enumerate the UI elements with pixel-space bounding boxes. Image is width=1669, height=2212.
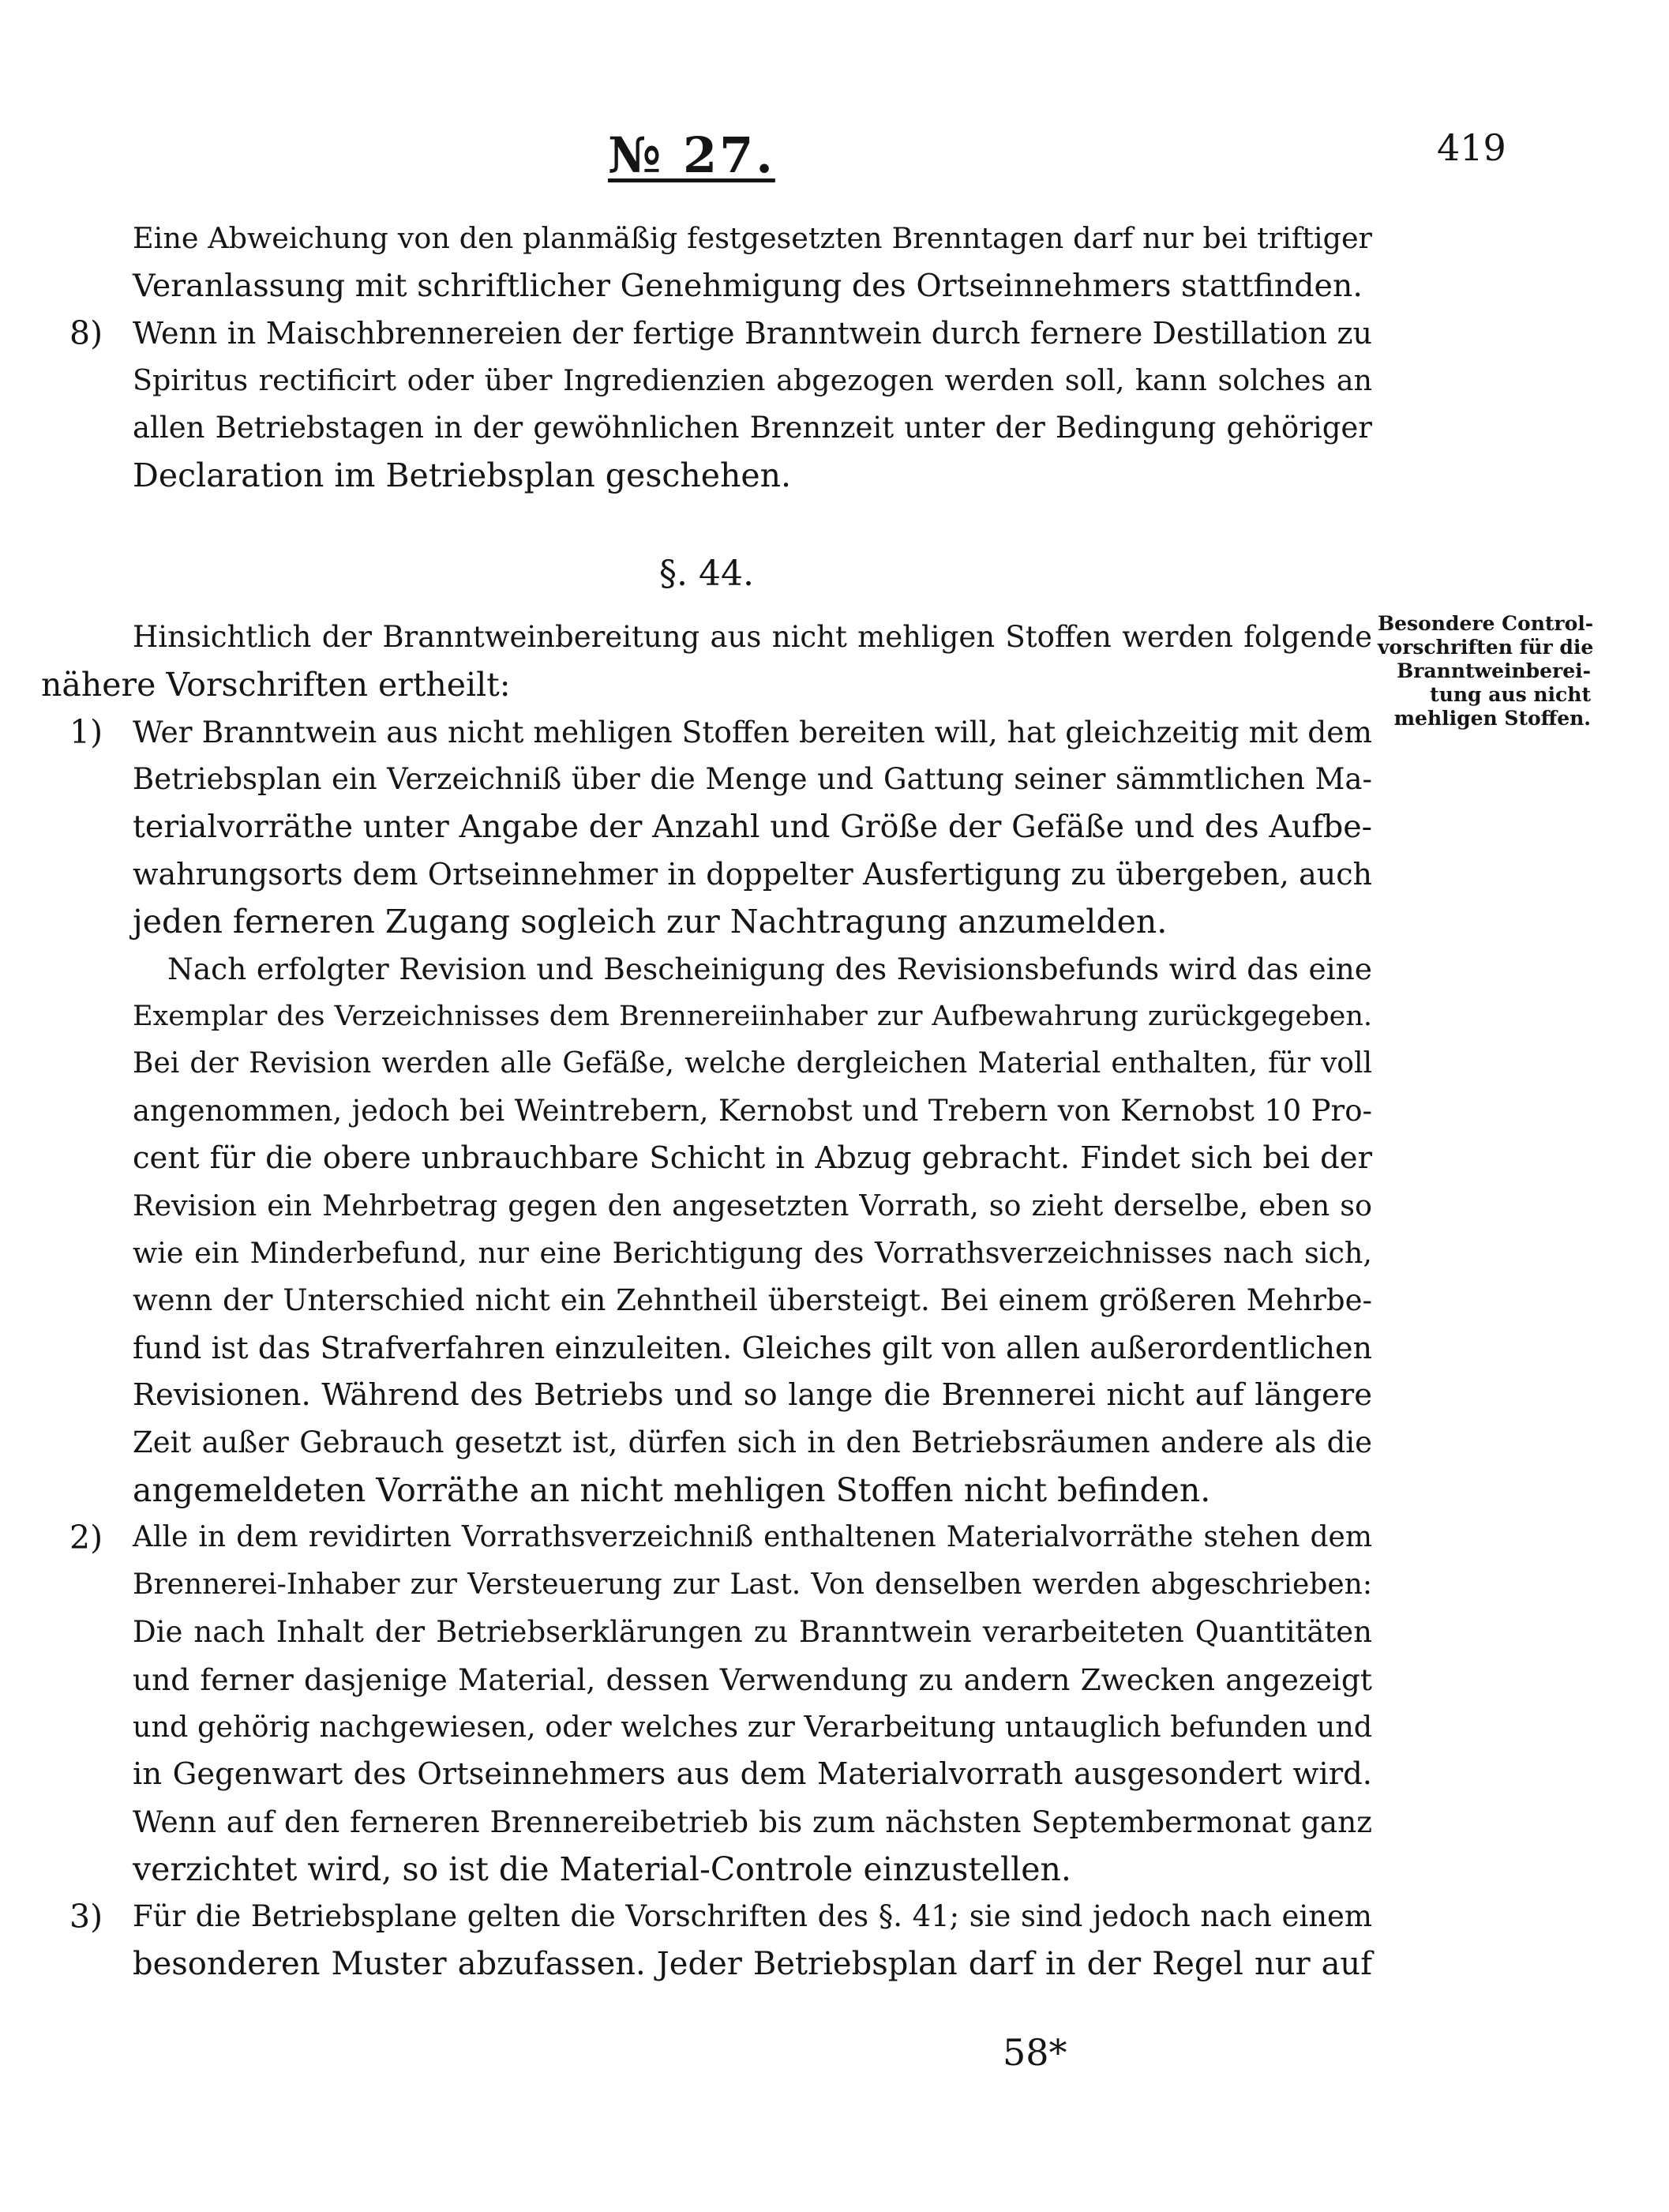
- text-line: Declaration im Betriebsplan geschehen.: [133, 456, 792, 494]
- text-line: allen Betriebstagen in der gewöhnlichen Brennzeit unter der Bedingung gehöriger: [133, 411, 1372, 445]
- text-line: Eine Abweichung von den planmäßig festgesetzten Brenntagen darf nur bei triftiger: [133, 221, 1372, 255]
- text-line: Betriebsplan ein Verzeichniß über die Menge und Gattung seiner sämmtlichen Ma-: [133, 762, 1372, 796]
- text-line: Für die Betriebsplane gelten die Vorschriften des §. 41; sie sind jedoch nach einem: [133, 1899, 1372, 1933]
- text-line: Revision ein Mehrbetrag gegen den angesetzten Vorrath, so zieht derselbe, eben so: [133, 1189, 1372, 1222]
- text-line: wie ein Minderbefund, nur eine Berichtigung des Vorrathsverzeichnisses nach sich,: [133, 1236, 1372, 1270]
- text-line: besonderen Muster abzufassen. Jeder Betriebsplan darf in der Regel nur auf: [133, 1946, 1372, 1982]
- signature-mark: 58*: [1003, 2031, 1067, 2074]
- text-line: und ferner dasjenige Material, dessen Verwendung zu andern Zwecken angezeigt: [133, 1662, 1372, 1697]
- margin-note-line: Branntweinberei-: [1397, 659, 1591, 682]
- text-line: angemeldeten Vorräthe an nicht mehligen Stoffen nicht befinden.: [133, 1471, 1211, 1509]
- text-line: Wenn in Maischbrennereien der fertige Branntwein durch fernere Destillation zu: [133, 316, 1372, 351]
- text-line: Alle in dem revidirten Vorrathsverzeichniß enthaltenen Materialvorräthe stehen dem: [133, 1521, 1372, 1553]
- item-number: 1): [69, 713, 103, 751]
- item-number: 2): [69, 1519, 103, 1557]
- text-line: Wenn auf den ferneren Brennereibetrieb bis zum nächsten Septembermonat ganz: [133, 1805, 1372, 1839]
- margin-note-line: mehligen Stoffen.: [1393, 707, 1591, 730]
- text-line: Revisionen. Während des Betriebs und so lange die Brennerei nicht auf längere: [133, 1377, 1372, 1413]
- margin-note-line: tung aus nicht: [1430, 683, 1591, 706]
- text-line: angenommen, jedoch bei Weintrebern, Kernobst und Trebern von Kernobst 10 Pro-: [133, 1094, 1372, 1128]
- text-line: Veranlassung mit schriftlicher Genehmigung des Ortseinnehmers stattfinden.: [133, 268, 1363, 304]
- item-number: 8): [69, 314, 103, 352]
- text-line: Die nach Inhalt der Betriebserklärungen zu Branntwein verarbeiteten Quantitäten: [133, 1615, 1372, 1649]
- text-line: nähere Vorschriften ertheilt:: [41, 666, 511, 704]
- text-line: und gehörig nachgewiesen, oder welches zur Verarbeitung untauglich befunden und: [133, 1710, 1373, 1744]
- text-line: wenn der Unterschied nicht ein Zehntheil übersteigt. Bei einem größeren Mehrbe-: [133, 1283, 1372, 1317]
- text-line: terialvorräthe unter Angabe der Anzahl und Größe der Gefäße und des Aufbe-: [133, 809, 1372, 845]
- text-line: Exemplar des Verzeichnisses dem Brennereiinhaber zur Aufbewahrung zurückgegeben.: [133, 1001, 1372, 1032]
- text-line: Hinsichtlich der Branntweinbereitung aus nicht mehligen Stoffen werden folgende: [133, 620, 1372, 654]
- text-line: Spiritus rectificirt oder über Ingredienzien abgezogen werden soll, kann solches an: [133, 363, 1372, 397]
- text-line: Nach erfolgter Revision und Bescheinigung des Revisionsbefunds wird das eine: [167, 952, 1372, 986]
- issue-number: № 27.: [608, 126, 775, 184]
- text-line: in Gegenwart des Ortseinnehmers aus dem Materialvorrath ausgesondert wird.: [133, 1756, 1372, 1792]
- margin-note-line: Besondere Control-: [1378, 612, 1594, 635]
- text-line: Bei der Revision werden alle Gefäße, welche dergleichen Material enthalten, für voll: [133, 1047, 1372, 1080]
- margin-note-line: vorschriften für die: [1378, 636, 1594, 659]
- text-line: wahrungsorts dem Ortseinnehmer in doppelter Ausfertigung zu übergeben, auch: [133, 857, 1372, 892]
- text-line: jeden ferneren Zugang sogleich zur Nachtragung anzumelden.: [133, 903, 1168, 941]
- page-number: 419: [1437, 126, 1506, 169]
- text-line: Zeit außer Gebrauch gesetzt ist, dürfen sich in den Betriebsräumen andere als die: [133, 1425, 1372, 1459]
- text-line: verzichtet wird, so ist die Material-Controle einzustellen.: [133, 1850, 1071, 1888]
- margin-note: [1378, 612, 1594, 730]
- text-line: fund ist das Strafverfahren einzuleiten. Gleiches gilt von allen außerordentlichen: [133, 1331, 1372, 1365]
- section-heading: §. 44.: [659, 554, 754, 594]
- text-line: Brennerei-Inhaber zur Versteuerung zur Last. Von denselben werden abgeschrieben:: [133, 1568, 1372, 1601]
- text-line: Wer Branntwein aus nicht mehligen Stoffen bereiten will, hat gleichzeitig mit dem: [133, 715, 1372, 749]
- text-line: cent für die obere unbrauchbare Schicht in Abzug gebracht. Findet sich bei der: [133, 1140, 1372, 1176]
- item-number: 3): [69, 1898, 103, 1936]
